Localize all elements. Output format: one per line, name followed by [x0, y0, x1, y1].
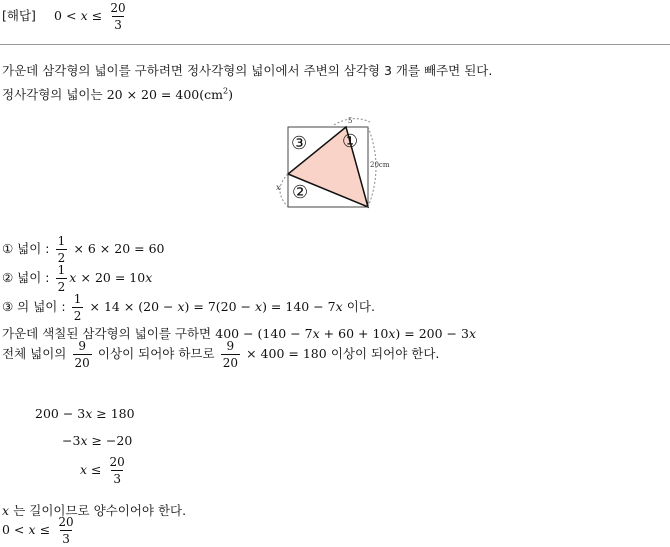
area-3-rest3: ) = 140 − 7: [262, 299, 336, 314]
answer-den: 3: [114, 18, 122, 32]
area-2-var2: x: [145, 270, 153, 285]
area-3-tail: 이다.: [346, 299, 375, 314]
total-num-1: 9: [78, 339, 86, 353]
area-3-fraction: [72, 293, 84, 322]
conclusion-fraction: [56, 516, 75, 545]
solve-step-3: [80, 456, 129, 485]
figure-label-1: ①: [342, 131, 359, 152]
area-2-mid: × 20 = 10: [80, 270, 146, 285]
divider: [0, 44, 670, 45]
area-1-num: 1: [57, 234, 66, 248]
total-text1: 전체 넓이의: [2, 346, 67, 361]
area-3-num: 1: [73, 292, 82, 306]
conclusion-lhs: 0 <: [2, 522, 25, 537]
answer-label: [해답]: [2, 8, 36, 23]
total-fraction-1: [73, 340, 92, 369]
answer-var: x: [80, 8, 88, 23]
solve-3-fraction: [108, 456, 127, 485]
total-den-2: 20: [222, 356, 238, 370]
solve-step-1: [35, 406, 135, 421]
solve-1a: 200 − 3: [35, 406, 86, 421]
explanation-line2: [2, 85, 233, 103]
figure-label-2: ②: [292, 182, 309, 203]
answer-fraction: [108, 2, 127, 31]
square-area-math: 20 × 20 = 400(cm: [106, 87, 223, 102]
area-1-fraction: [56, 235, 68, 264]
area-3-label: ③ 의 넓이 :: [2, 299, 66, 314]
conclusion-line2: [2, 516, 78, 545]
total-text3: 이상이 되어야 한다.: [330, 346, 440, 361]
left-dimension-arc: [280, 174, 288, 207]
square-area-sup: 2: [222, 86, 229, 96]
area-2-var: x: [69, 270, 77, 285]
conclusion-num: 20: [58, 515, 74, 529]
area-1-label: ① 넓이 :: [2, 241, 50, 256]
middle-area-math2: + 60 + 10: [319, 326, 389, 341]
square-area-text: 정사각형의 넓이는: [2, 87, 103, 102]
solve-3-den: 3: [113, 472, 121, 486]
conclusion-var: x: [2, 503, 10, 518]
middle-area-math1: 400 − (140 − 7: [215, 326, 313, 341]
triangle-figure: [272, 112, 402, 212]
solve-2a: −3: [62, 433, 81, 448]
conclusion-text: 는 길이이므로 양수이어야 한다.: [13, 503, 187, 518]
area-2-num: 1: [57, 263, 66, 277]
figure-label-3: ③: [291, 133, 308, 154]
total-den-1: 20: [74, 356, 90, 370]
total-math: × 400 = 180: [246, 346, 327, 361]
middle-area-var2: x: [388, 326, 396, 341]
area-3-rest2: ) = 7(20 −: [184, 299, 255, 314]
answer-num: 20: [110, 1, 126, 15]
middle-area-var1: x: [312, 326, 320, 341]
conclusion-den: 3: [62, 532, 70, 546]
answer-rel: ≤: [91, 8, 103, 23]
area-1-den: 2: [57, 251, 66, 265]
total-num-2: 9: [226, 339, 235, 353]
area-1-line: [2, 235, 165, 264]
area-3-rest1: × 14 × (20 −: [89, 299, 178, 314]
middle-area-text: 가운데 색칠된 삼각형의 넓이를 구하면: [2, 326, 212, 341]
solve-3v: x: [80, 462, 88, 477]
area-3-var1: x: [177, 299, 185, 314]
area-2-den: 2: [57, 280, 66, 294]
total-text2: 이상이 되어야 하므로: [97, 346, 215, 361]
solve-step-2: [62, 433, 132, 448]
conclusion-rel: ≤: [39, 522, 51, 537]
conclusion-var2: x: [28, 522, 36, 537]
solve-2b: ≥ −20: [87, 433, 133, 448]
area-3-den: 2: [73, 309, 82, 323]
total-area-line: [2, 340, 439, 369]
solve-3-num: 20: [109, 455, 125, 469]
solve-1b: ≥ 180: [92, 406, 135, 421]
total-fraction-2: [221, 340, 240, 369]
solve-3rel: ≤: [87, 462, 102, 477]
area-1-rest: × 6 × 20 = 60: [73, 241, 165, 256]
area-3-line: [2, 293, 375, 322]
area-2-line: [2, 264, 152, 293]
solve-2v: x: [80, 433, 88, 448]
area-3-var3: x: [335, 299, 343, 314]
area-2-label: ② 넓이 :: [2, 270, 50, 285]
area-2-fraction: [56, 264, 68, 293]
middle-area-math3: ) = 200 − 3: [395, 326, 469, 341]
side-dim-label: 20cm: [370, 161, 390, 169]
answer-lhs: 0 <: [54, 8, 77, 23]
top-dim-label: 5: [348, 117, 353, 125]
explanation-line1: 가운데 삼각형의 넓이를 구하려면 정사각형의 넓이에서 주변의 삼각형 3 개를 빼주면 된다.: [2, 63, 493, 78]
left-dim-label: x: [276, 183, 281, 192]
middle-area-var3: x: [468, 326, 477, 341]
solve-1v: x: [85, 406, 93, 421]
area-3-var2: x: [255, 299, 263, 314]
square-area-close: ): [228, 87, 233, 102]
answer-line: [2, 2, 130, 31]
